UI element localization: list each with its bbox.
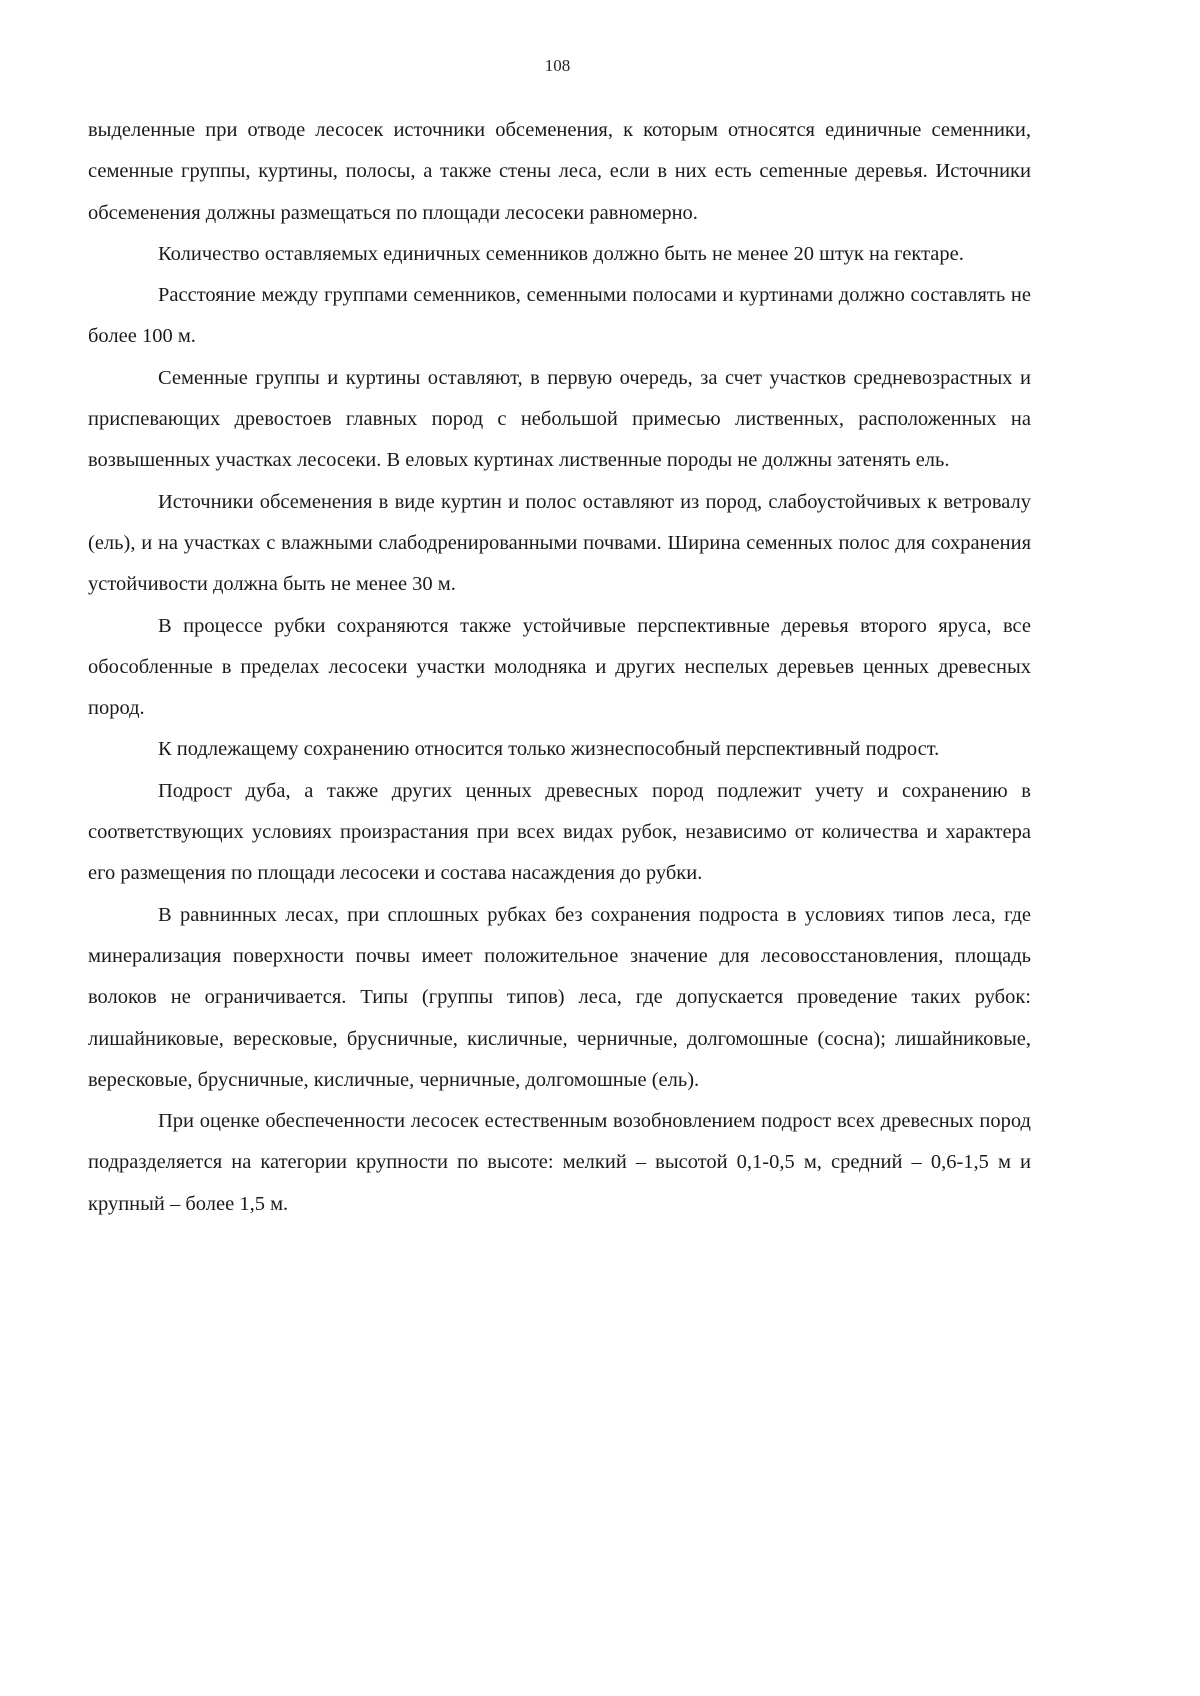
paragraph-oak-undergrowth: Подрост дуба, а также других ценных древесных пород подлежит учету и сохранению в соответствующих условиях произрастания при всех видах рубок, независимо от количества и характера его размещения по площади лесосеки и состава насаждения до рубки. [88, 779, 1031, 885]
paragraph-seed-groups: Семенные группы и куртины оставляют, в первую очередь, за счет участков средневозрастных и приспевающих древостоев главных пород с небольшой примесью лиственных, расположенных на возвышенных участках лесосеки. В еловых куртинах лиственные породы не должны затенять ель. [88, 366, 1031, 472]
body-text [88, 110, 1031, 1225]
paragraph-seed-sources-continued: выделенные при отводе лесосек источники обсеменения, к которым относятся единичные семенники, семенные группы, куртины, полосы, а также стены леса, если в них есть сеmенные деревья. Источники обсеменения должны размещаться по площади лесосеки равномерно. [88, 119, 1031, 224]
page-number: 108 [544, 56, 571, 75]
paragraph-plain-forests: В равнинных лесах, при сплошных рубках без сохранения подроста в условиях типов леса, где минерализация поверхности почвы имеет положительное значение для лесовосстановления, площадь волоков не ограничивается. Типы (группы типов) леса, где допускается проведение таких рубок: лишайниковые, вересковые, брусничные, кисличные, черничные, долгомошные (сосна); лишайниковые, вересковые, брусничные, кисличные, черничные, долгомошные (ель). [88, 903, 1031, 1091]
paragraph-second-storey: В процессе рубки сохраняются также устойчивые перспективные деревья второго яруса, все обособленные в пределах лесосеки участки молодняка и других неспелых деревьев ценных древесных пород. [88, 614, 1031, 720]
paragraph-group-distance: Расстояние между группами семенников, семенными полосами и куртинами должно составлять не более 100 м. [88, 284, 1031, 348]
paragraph-viable-undergrowth: К подлежащему сохранению относится только жизнеспособный перспективный подрост. [158, 738, 940, 761]
paragraph-undergrowth-size-categories: При оценке обеспеченности лесосек естественным возобновлением подрост всех древесных пород подразделяется на категории крупности по высоте: мелкий – высотой 0,1-0,5 м, средний – 0,6-1,5 м и крупный – более 1,5 м. [88, 1110, 1031, 1215]
paragraph-seed-tree-count: Количество оставляемых единичных семенников должно быть не менее 20 штук на гектаре. [158, 242, 964, 265]
paragraph-windthrow-sources: Источники обсеменения в виде куртин и полос оставляют из пород, слабоустойчивых к ветровалу (ель), и на участках с влажными слабодренированными почвами. Ширина семенных полос для сохранения устойчивости должна быть не менее 30 м. [88, 490, 1031, 596]
